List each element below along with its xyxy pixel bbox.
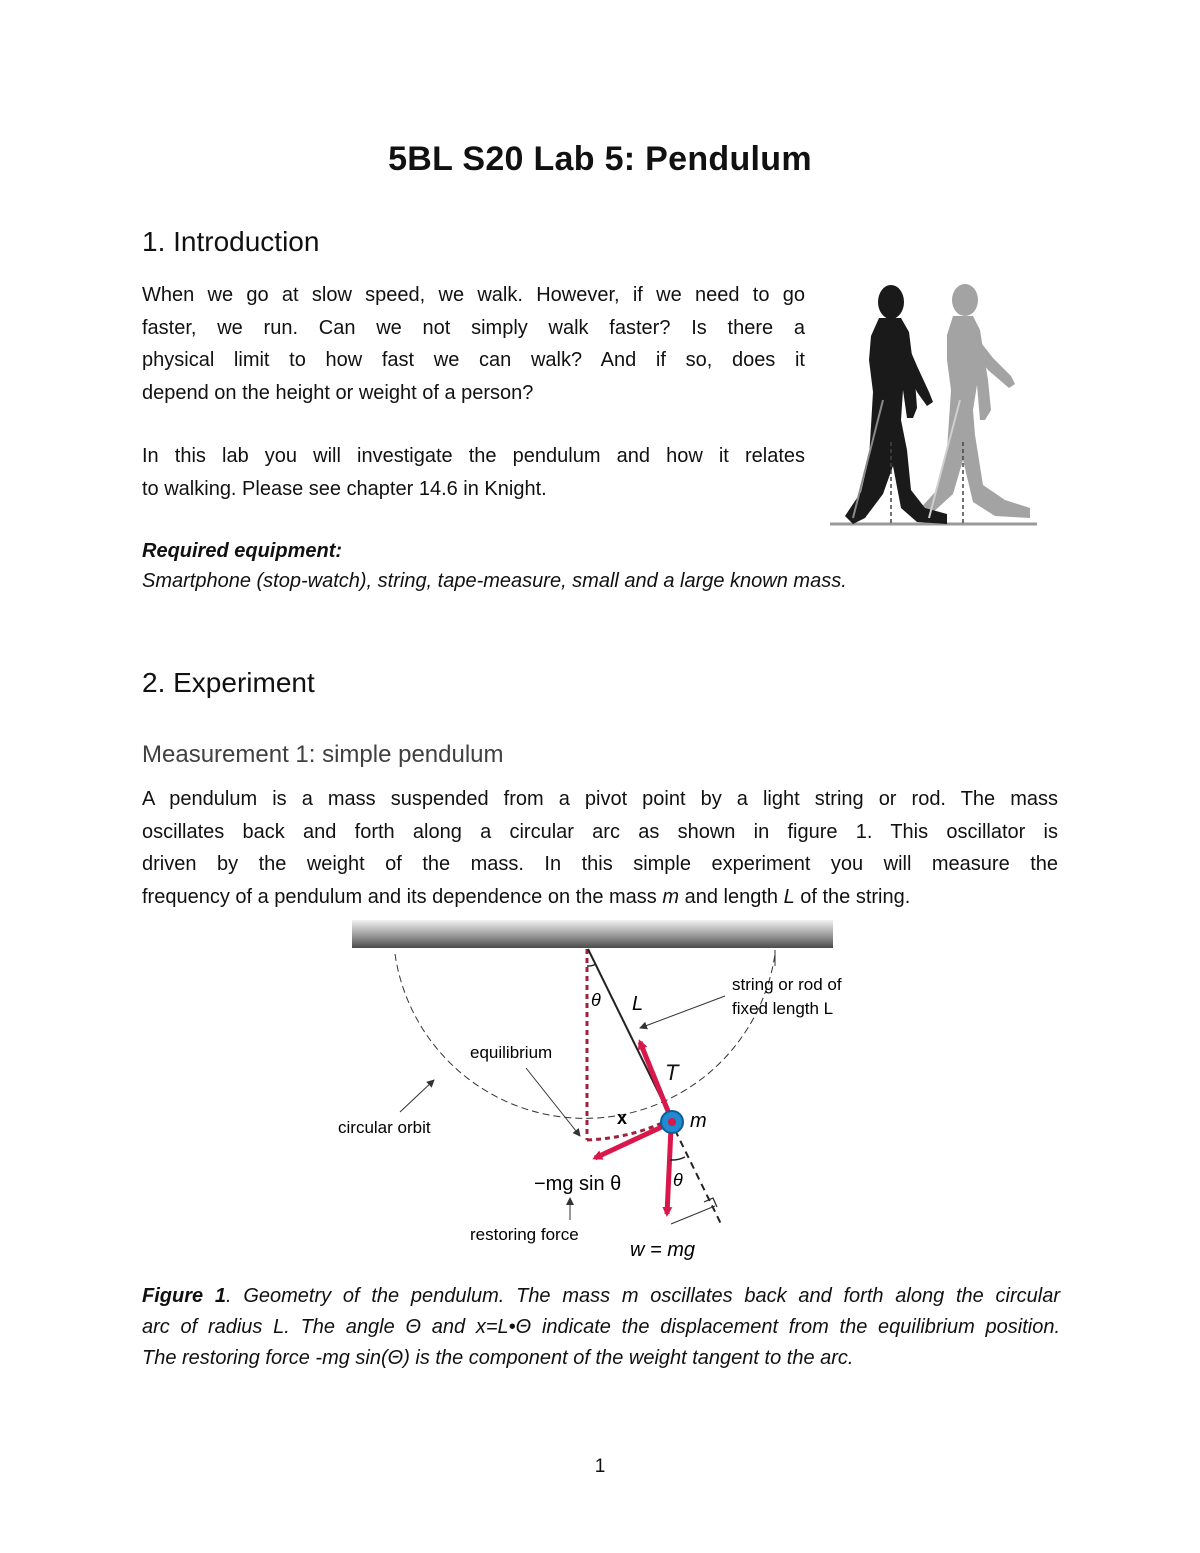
displacement-x-label: x: [617, 1108, 628, 1128]
experiment-paragraph: [142, 783, 1058, 913]
intro-line: In this lab you will investigate the pendulum and how it relates: [142, 445, 805, 467]
string-label-line1: string or rod of: [732, 975, 842, 994]
equilibrium-pointer-arrow: [526, 1068, 580, 1136]
bottom-angle-arc: [670, 1157, 685, 1160]
figure-caption: [142, 1281, 1060, 1374]
equipment-label: Required equipment:: [142, 540, 343, 562]
mass-label: m: [690, 1110, 707, 1132]
tension-label: T: [665, 1060, 679, 1085]
introduction-paragraph-2: [142, 440, 805, 505]
orbit-pointer-arrow: [400, 1080, 434, 1112]
introduction-heading: 1. Introduction: [142, 226, 320, 257]
weight-label: w = mg: [630, 1239, 696, 1261]
perpendicular-line: [671, 1206, 715, 1224]
experiment-line: driven by the weight of the mass. In this simple experiment you will measure the: [142, 853, 1058, 875]
walking-people-illustration: [825, 280, 1040, 530]
pendulum-diagram: [330, 918, 870, 1268]
caption-line: Figure 1. Geometry of the pendulum. The mass m oscillates back and forth along the circular: [142, 1285, 1060, 1307]
experiment-line: A pendulum is a mass suspended from a pivot point by a light string or rod. The mass: [142, 788, 1058, 810]
experiment-heading: 2. Experiment: [142, 667, 315, 698]
intro-line: faster, we run. Can we not simply walk faster? Is there a: [142, 316, 805, 339]
length-symbol: L: [783, 885, 795, 908]
restoring-force-label: restoring force: [470, 1225, 579, 1244]
mass-center-dot: [668, 1118, 676, 1126]
intro-line: to walking. Please see chapter 14.6 in Knight.: [142, 477, 547, 500]
intro-line: depend on the height or weight of a person?: [142, 381, 534, 404]
experiment-line: oscillates back and forth along a circular arc as shown in figure 1. This oscillator is: [142, 820, 1058, 843]
weight-arrow: [667, 1128, 671, 1214]
caption-line: The restoring force -mg sin(Θ) is the component of the weight tangent to the arc.: [142, 1347, 854, 1369]
circular-orbit-arc: [395, 954, 775, 1118]
ceiling-bar: [352, 920, 833, 948]
mass-symbol: m: [662, 885, 680, 908]
right-angle-marker: [704, 1198, 717, 1207]
length-label: L: [632, 993, 644, 1015]
measurement-heading: Measurement 1: simple pendulum: [142, 741, 504, 768]
restoring-formula-label: −mg sin θ: [534, 1173, 622, 1195]
equilibrium-label: equilibrium: [470, 1043, 553, 1062]
page-number: 1: [594, 1456, 606, 1477]
introduction-paragraph-1: [142, 279, 805, 409]
intro-line: When we go at slow speed, we walk. However, if we need to go: [142, 284, 805, 306]
caption-line: arc of radius L. The angle Θ and x=L•Θ indicate the displacement from the equilibrium position.: [142, 1316, 1060, 1338]
grey-walker-silhouette: [917, 284, 1030, 520]
experiment-line: frequency of a pendulum and its dependence on the mass m and length L of the string.: [142, 885, 911, 908]
string-label-line2: fixed length L: [732, 999, 834, 1018]
theta-bottom-label: θ: [673, 1170, 683, 1190]
restoring-force-arrow: [595, 1125, 666, 1158]
equipment-text: Smartphone (stop-watch), string, tape-measure, small and a large known mass.: [142, 570, 847, 592]
intro-line: physical limit to how fast we can walk? And if so, does it: [142, 349, 805, 371]
theta-top-label: θ: [591, 990, 601, 1010]
circular-orbit-label: circular orbit: [338, 1118, 431, 1137]
string-pointer-arrow: [640, 996, 725, 1028]
caption-label: Figure 1: [142, 1285, 227, 1307]
top-angle-arc: [587, 964, 596, 966]
document-title: 5BL S20 Lab 5: Pendulum: [388, 140, 812, 178]
